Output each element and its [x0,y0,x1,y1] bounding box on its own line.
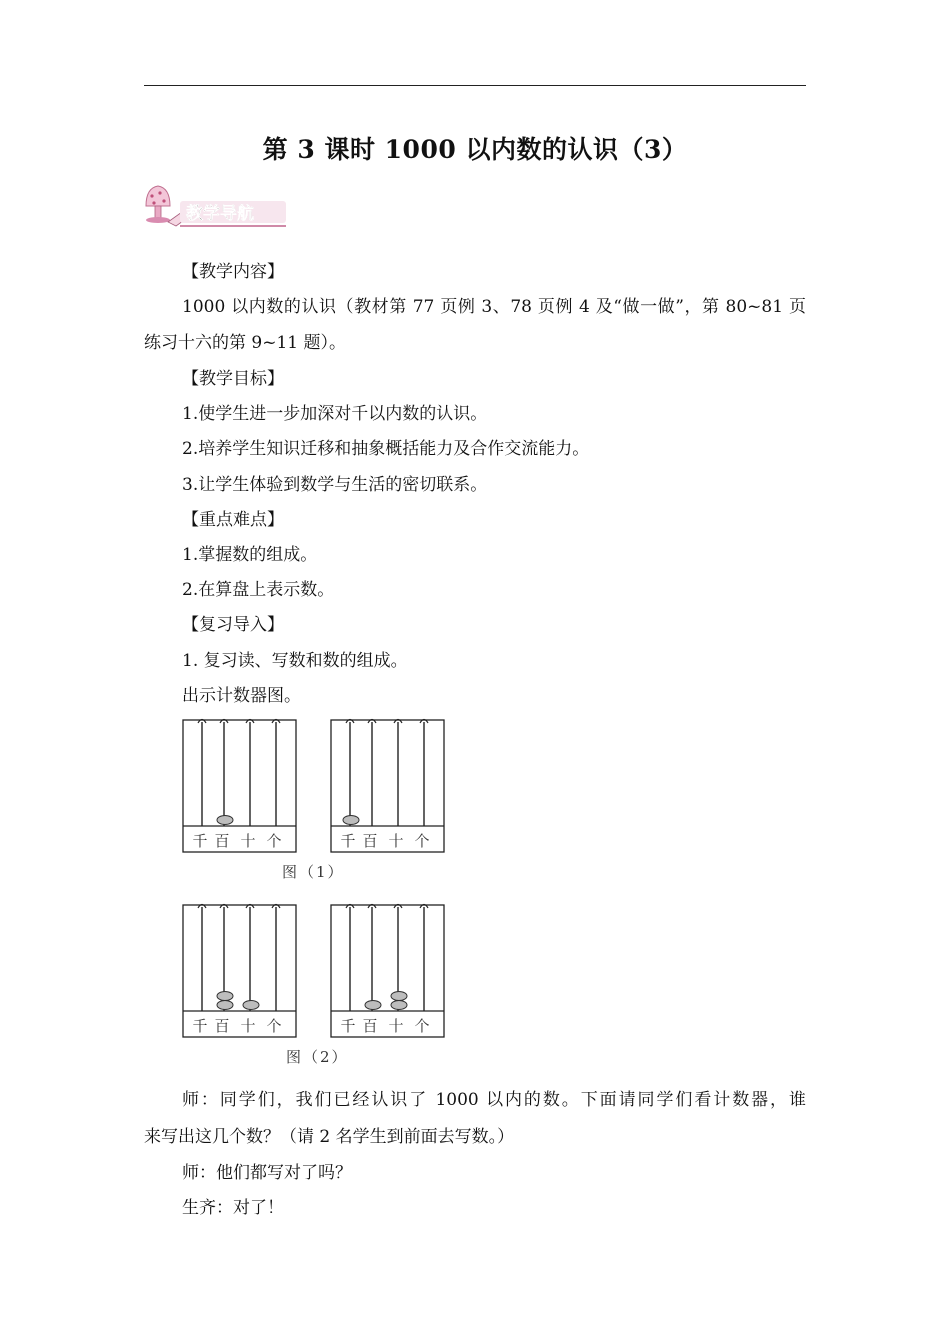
counter-diagram-3 [182,899,298,1041]
place-label-thousands: 千 [340,832,356,850]
bead-hundreds [365,1001,381,1010]
figure-caption-1: 图（1） [282,863,345,881]
goal-item-2: 2.培养学生知识迁移和抽象概括能力及合作交流能力。 [182,439,590,459]
place-label-tens: 十 [388,832,404,850]
bead-thousands [343,816,359,825]
review-heading: 【复习导入】 [182,615,284,635]
lamp-icon [146,186,170,223]
bead-hundreds [217,816,233,825]
bead-hundreds [217,992,233,1001]
place-label-ones: 个 [414,1017,430,1035]
content-heading: 【教学内容】 [182,262,284,282]
place-label-tens: 十 [240,832,256,850]
key-heading: 【重点难点】 [182,510,284,530]
page-title: 第 3 课时 1000 以内数的认识（3） [262,135,688,164]
place-label-thousands: 千 [192,1017,208,1035]
bead-tens [243,1001,259,1010]
review-item-1: 1. 复习读、写数和数的组成。 [182,651,408,671]
place-label-ones: 个 [414,832,430,850]
place-label-hundreds: 百 [214,832,230,850]
place-label-tens: 十 [388,1017,404,1035]
counter-diagram-2 [330,714,446,856]
place-label-thousands: 千 [340,1017,356,1035]
bead-hundreds [217,1001,233,1010]
goals-heading: 【教学目标】 [182,369,284,389]
goal-item-3: 3.让学生体验到数学与生活的密切联系。 [182,475,488,495]
place-label-ones: 个 [266,832,282,850]
content-text-line2: 练习十六的第 9~11 题）。 [144,333,346,353]
bead-tens [391,1001,407,1010]
bead-tens [391,992,407,1001]
place-label-hundreds: 百 [362,1017,378,1035]
key-item-1: 1.掌握数的组成。 [182,545,318,565]
banner-label: 教学导航 [186,204,254,224]
student-line-1: 生齐：对了！ [182,1198,284,1218]
content-text-line1: 1000 以内数的认识（教材第 77 页例 3、78 页例 4 及“做一做”，第 80~81 页 [182,297,806,317]
place-label-hundreds: 百 [214,1017,230,1035]
figure-caption-2: 图（2） [286,1048,349,1066]
teacher-line-2: 师：他们都写对了吗？ [182,1163,352,1183]
goal-item-1: 1.使学生进一步加深对千以内数的认识。 [182,404,488,424]
place-label-thousands: 千 [192,832,208,850]
key-item-2: 2.在算盘上表示数。 [182,580,335,600]
review-item-2: 出示计数器图。 [182,686,301,706]
counter-diagram-1 [182,714,298,856]
place-label-hundreds: 百 [362,832,378,850]
teacher-line-1a: 师：同学们，我们已经认识了 1000 以内的数。下面请同学们看计数器，谁 [182,1090,806,1110]
header-rule [144,85,806,86]
counter-diagram-4 [330,899,446,1041]
teacher-line-1b: 来写出这几个数？（请 2 名学生到前面去写数。） [144,1127,515,1147]
place-label-ones: 个 [266,1017,282,1035]
teaching-nav-banner [140,182,290,232]
place-label-tens: 十 [240,1017,256,1035]
